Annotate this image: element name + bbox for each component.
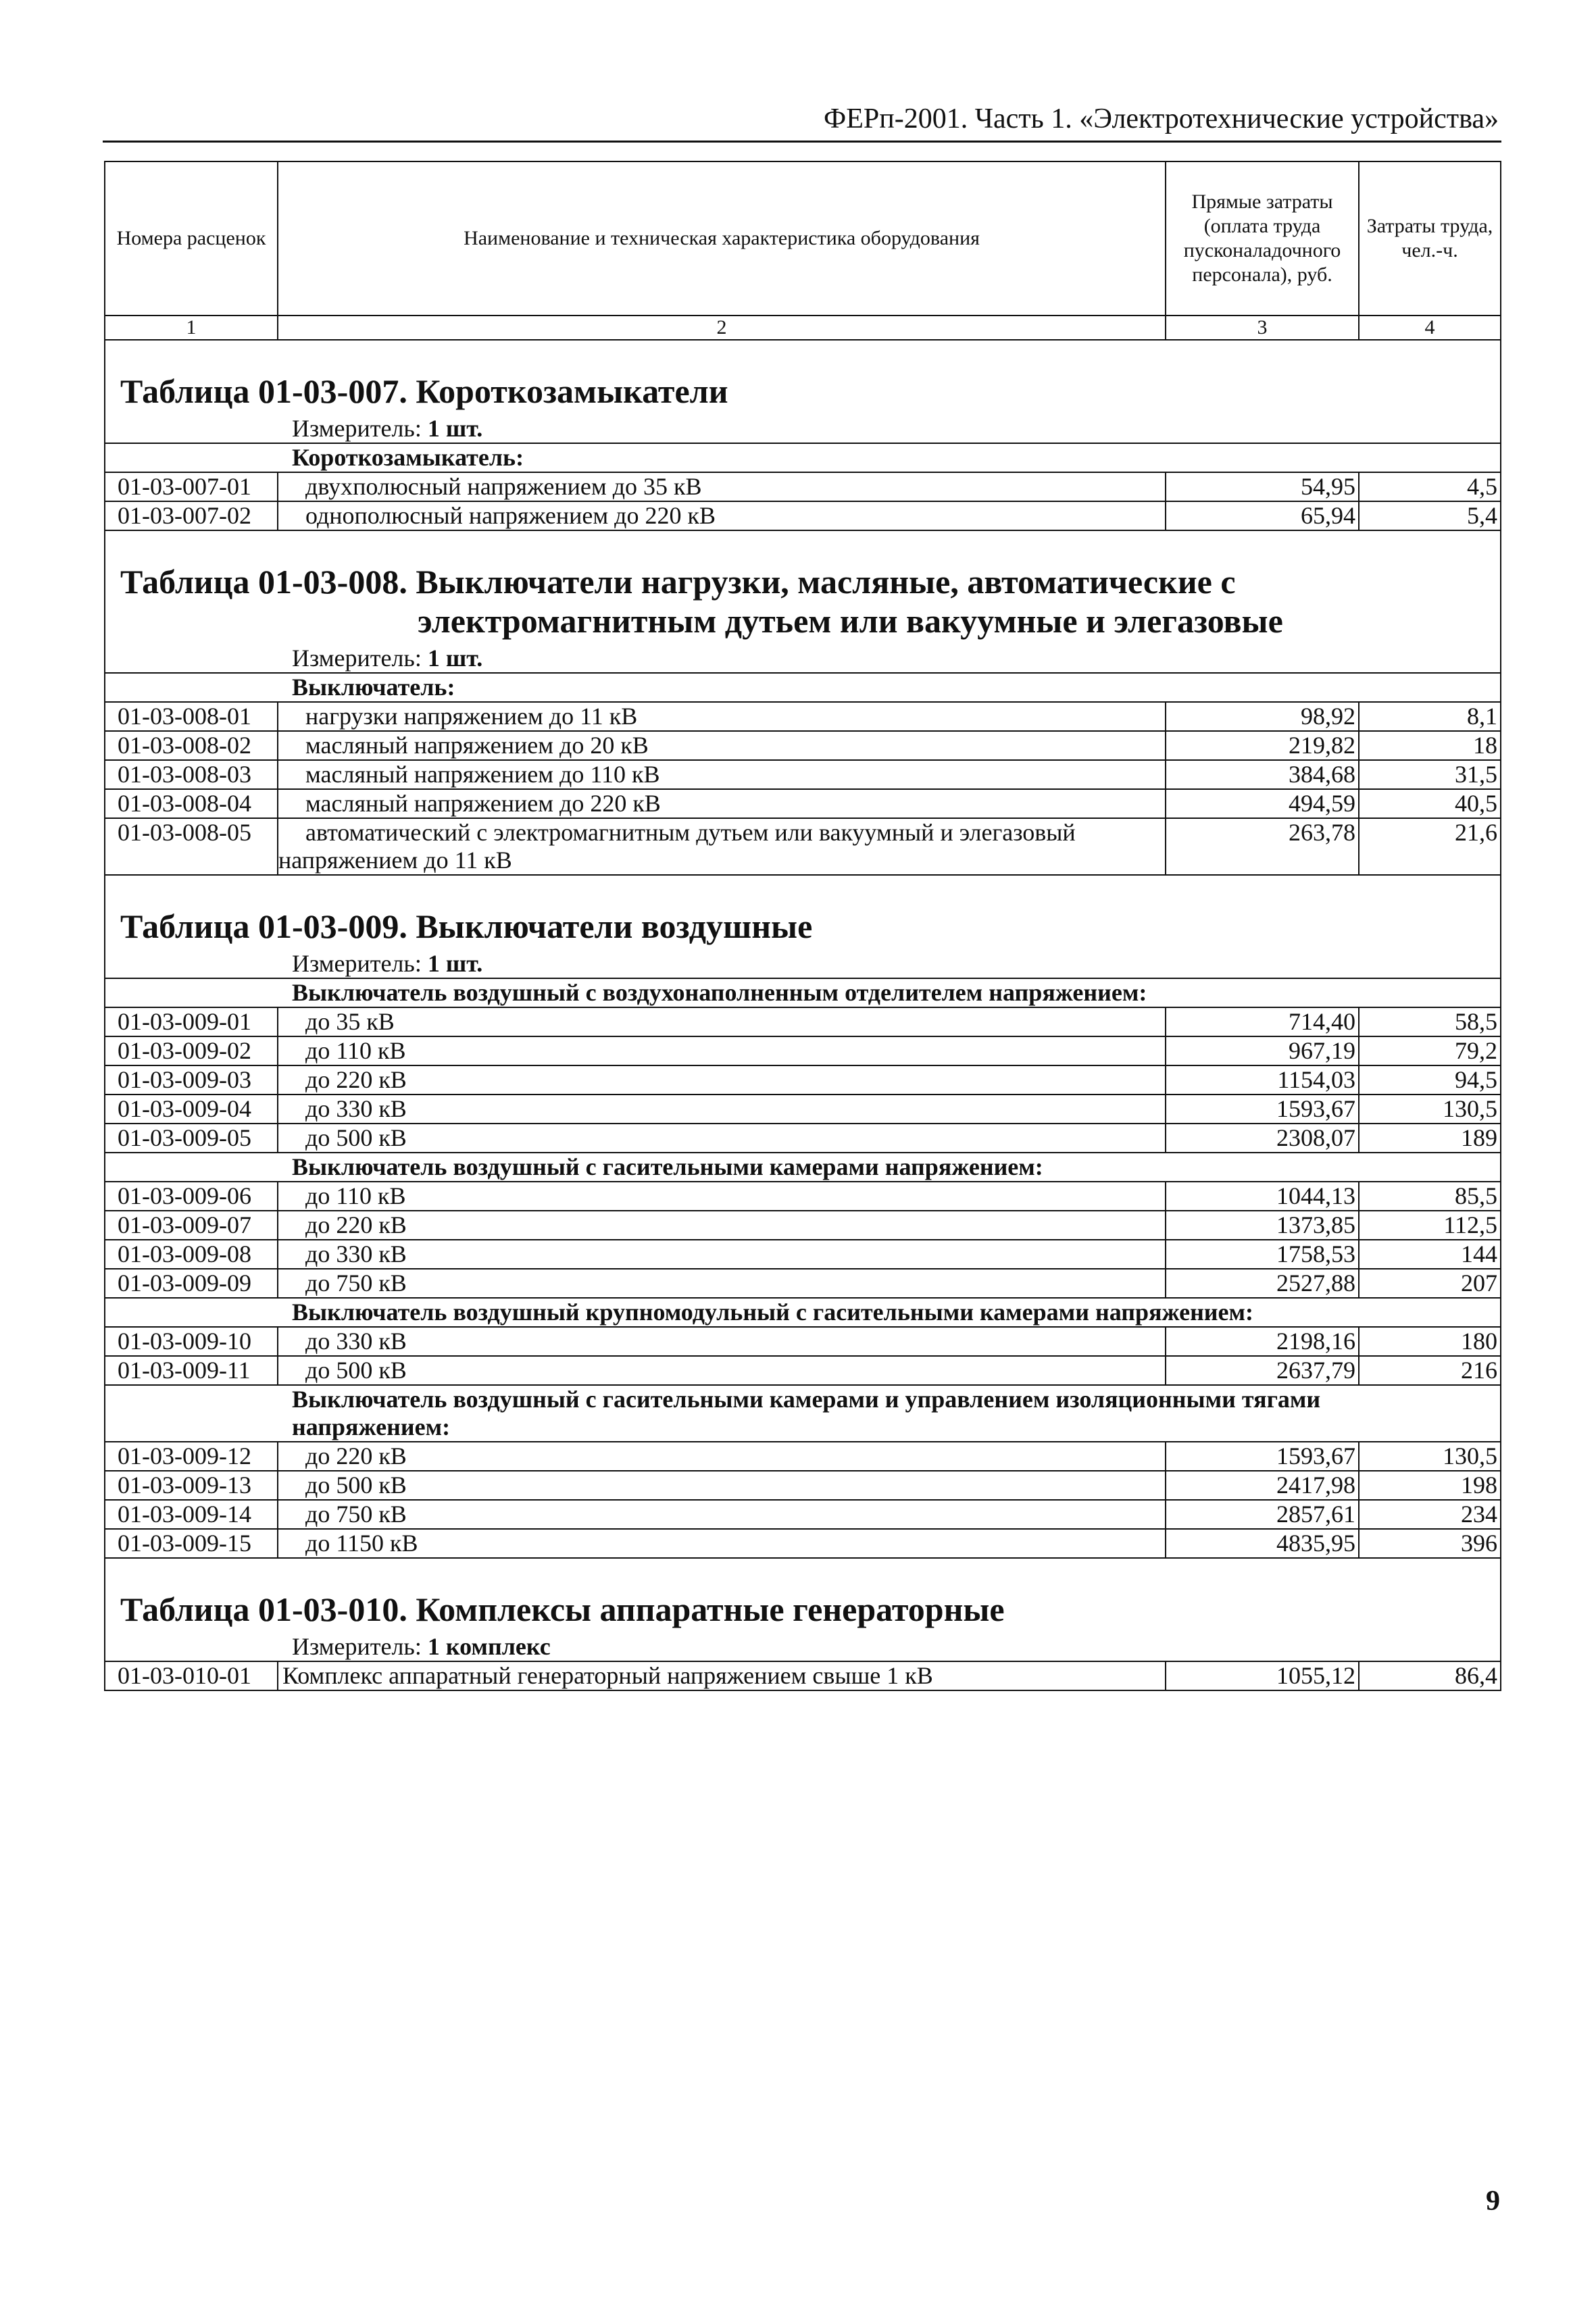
rate-name [278, 1095, 1166, 1124]
section-title-row [105, 530, 1501, 645]
table-row [105, 702, 1501, 731]
rate-name-text: до 1150 кВ [305, 1530, 418, 1557]
table-row [105, 789, 1501, 818]
table-row [105, 1211, 1501, 1240]
rate-name-text: до 330 кВ [305, 1095, 407, 1122]
labor-hours: 94,5 [1359, 1065, 1501, 1095]
measure-unit [105, 415, 1501, 443]
rate-code: 01-03-009-01 [105, 1007, 278, 1036]
table-row [105, 1471, 1501, 1500]
col-header-labor: Затраты труда, чел.-ч. [1359, 161, 1501, 316]
measure-label: Измеритель: [292, 1633, 428, 1660]
group-header-row [105, 673, 1501, 702]
group-label: Выключатель: [292, 674, 455, 701]
rate-name-text: масляный напряжением до 220 кВ [305, 790, 661, 817]
section-title-text: Таблица 01-03-008. Выключатели нагрузки, масляные, автоматические с [120, 563, 1236, 601]
column-header-table [104, 161, 1501, 341]
table-row [105, 760, 1501, 789]
col-header-rate-numbers: Номера расценок [105, 161, 278, 316]
table-row [105, 1442, 1501, 1471]
table-row [105, 1661, 1501, 1690]
table-row [105, 1327, 1501, 1356]
rate-name-text: до 220 кВ [305, 1442, 407, 1469]
direct-cost: 384,68 [1166, 760, 1359, 789]
rate-name [278, 501, 1166, 530]
rate-code: 01-03-007-02 [105, 501, 278, 530]
section-title-text: Таблица 01-03-009. Выключатели воздушные [120, 907, 813, 945]
table-row [105, 731, 1501, 760]
direct-cost: 1044,13 [1166, 1182, 1359, 1211]
rate-code: 01-03-009-11 [105, 1356, 278, 1385]
group-label: Выключатель воздушный с гасительными камерами напряжением: [292, 1153, 1043, 1180]
rate-name-text: нагрузки напряжением до 11 кВ [305, 703, 638, 730]
group-header-row [105, 1385, 1501, 1442]
direct-cost: 1593,67 [1166, 1095, 1359, 1124]
rate-name [278, 1529, 1166, 1558]
section-title [105, 530, 1501, 645]
direct-cost: 1593,67 [1166, 1442, 1359, 1471]
measure-label: Измеритель: [292, 415, 428, 442]
table-row [105, 1182, 1501, 1211]
labor-hours: 130,5 [1359, 1442, 1501, 1471]
rate-name [278, 702, 1166, 731]
rate-code: 01-03-010-01 [105, 1661, 278, 1690]
rate-code: 01-03-009-02 [105, 1036, 278, 1065]
group-header-row [105, 978, 1501, 1007]
direct-cost: 2637,79 [1166, 1356, 1359, 1385]
labor-hours: 58,5 [1359, 1007, 1501, 1036]
col-header-description: Наименование и техническая характеристика оборудования [278, 161, 1166, 316]
table-row [105, 1007, 1501, 1036]
header-rule [103, 141, 1501, 143]
measure-value: 1 комплекс [427, 1633, 551, 1660]
rate-name-text: до 330 кВ [305, 1328, 407, 1355]
measure-value: 1 шт. [427, 415, 483, 442]
rate-name-text: до 110 кВ [305, 1182, 406, 1209]
direct-cost: 1758,53 [1166, 1240, 1359, 1269]
rate-name [278, 1065, 1166, 1095]
labor-hours: 112,5 [1359, 1211, 1501, 1240]
labor-hours: 79,2 [1359, 1036, 1501, 1065]
rate-name-text: до 500 кВ [305, 1124, 407, 1151]
table-row [105, 1500, 1501, 1529]
rate-name [278, 760, 1166, 789]
section-title-continuation: электромагнитным дутьем или вакуумные и элегазовые [418, 602, 1283, 640]
measure-row [105, 415, 1501, 443]
rate-name [278, 1269, 1166, 1298]
rate-name-text: Комплекс аппаратный генераторный напряжением свыше 1 кВ [282, 1662, 933, 1689]
rate-name-text: автоматический с электромагнитным дутьем или вакуумный и элегазовый [305, 819, 1076, 846]
rate-code: 01-03-009-15 [105, 1529, 278, 1558]
labor-hours: 8,1 [1359, 702, 1501, 731]
rate-name-text: до 220 кВ [305, 1211, 407, 1238]
rate-name [278, 1500, 1166, 1529]
measure-row [105, 1633, 1501, 1661]
section-title-row [105, 1558, 1501, 1633]
measure-unit [105, 1633, 1501, 1661]
section-title-text: Таблица 01-03-010. Комплексы аппаратные генераторные [120, 1590, 1005, 1628]
labor-hours: 189 [1359, 1124, 1501, 1153]
rate-code: 01-03-009-13 [105, 1471, 278, 1500]
rate-code: 01-03-009-14 [105, 1500, 278, 1529]
labor-hours: 18 [1359, 731, 1501, 760]
table-row [105, 818, 1501, 875]
direct-cost: 1154,03 [1166, 1065, 1359, 1095]
rate-name [278, 731, 1166, 760]
rate-name-text: до 330 кВ [305, 1240, 407, 1267]
rate-code: 01-03-009-07 [105, 1211, 278, 1240]
table-row [105, 1036, 1501, 1065]
rate-code: 01-03-009-04 [105, 1095, 278, 1124]
measure-row [105, 950, 1501, 978]
labor-hours: 198 [1359, 1471, 1501, 1500]
labor-hours: 21,6 [1359, 818, 1501, 875]
labor-hours: 4,5 [1359, 472, 1501, 501]
section-title [105, 1558, 1501, 1633]
group-header [105, 1385, 1501, 1442]
group-header-row [105, 1298, 1501, 1327]
rates-body [105, 341, 1501, 1690]
group-header-row [105, 1153, 1501, 1182]
labor-hours: 31,5 [1359, 760, 1501, 789]
labor-hours: 216 [1359, 1356, 1501, 1385]
rate-name [278, 1661, 1166, 1690]
direct-cost: 1055,12 [1166, 1661, 1359, 1690]
table-row [105, 1529, 1501, 1558]
rate-code: 01-03-009-09 [105, 1269, 278, 1298]
rate-name-text: до 750 кВ [305, 1501, 407, 1528]
group-header [105, 1153, 1501, 1182]
rate-code: 01-03-009-06 [105, 1182, 278, 1211]
column-index-row [105, 316, 1501, 340]
direct-cost: 2308,07 [1166, 1124, 1359, 1153]
measure-unit [105, 645, 1501, 673]
table-row [105, 1124, 1501, 1153]
labor-hours: 144 [1359, 1240, 1501, 1269]
direct-cost: 2417,98 [1166, 1471, 1359, 1500]
rate-name [278, 1442, 1166, 1471]
direct-cost: 4835,95 [1166, 1529, 1359, 1558]
rate-name-text: до 35 кВ [305, 1008, 395, 1035]
rates-document [104, 161, 1500, 1691]
rate-code: 01-03-009-10 [105, 1327, 278, 1356]
rate-name [278, 1007, 1166, 1036]
measure-label: Измеритель: [292, 950, 428, 977]
group-label: Выключатель воздушный с воздухонаполненным отделителем напряжением: [292, 979, 1147, 1006]
rate-name-text: до 500 кВ [305, 1472, 407, 1499]
rate-code: 01-03-009-08 [105, 1240, 278, 1269]
table-row [105, 1240, 1501, 1269]
measure-row [105, 645, 1501, 673]
direct-cost: 98,92 [1166, 702, 1359, 731]
table-row [105, 1269, 1501, 1298]
col-header-direct-costs: Прямые затраты (оплата труда пусконаладочного персонала), руб. [1166, 161, 1359, 316]
section-title-text: Таблица 01-03-007. Короткозамыкатели [120, 372, 728, 410]
measure-label: Измеритель: [292, 645, 428, 672]
rate-code: 01-03-008-02 [105, 731, 278, 760]
running-header: ФЕРп-2001. Часть 1. «Электротехнические устройства» [824, 103, 1499, 134]
table-row [105, 501, 1501, 530]
section-title [105, 341, 1501, 415]
group-header [105, 443, 1501, 472]
labor-hours: 40,5 [1359, 789, 1501, 818]
col-index-4: 4 [1359, 316, 1501, 340]
measure-unit [105, 950, 1501, 978]
direct-cost: 65,94 [1166, 501, 1359, 530]
labor-hours: 86,4 [1359, 1661, 1501, 1690]
section-title [105, 875, 1501, 950]
labor-hours: 180 [1359, 1327, 1501, 1356]
rate-code: 01-03-009-05 [105, 1124, 278, 1153]
page-number: 9 [1486, 2186, 1500, 2217]
table-row [105, 1065, 1501, 1095]
rate-name-text: до 110 кВ [305, 1037, 406, 1064]
group-header [105, 978, 1501, 1007]
direct-cost: 54,95 [1166, 472, 1359, 501]
labor-hours: 207 [1359, 1269, 1501, 1298]
group-header-row [105, 443, 1501, 472]
rate-name-text: масляный напряжением до 20 кВ [305, 732, 649, 759]
direct-cost: 494,59 [1166, 789, 1359, 818]
rate-code: 01-03-008-05 [105, 818, 278, 875]
table-row [105, 1356, 1501, 1385]
labor-hours: 5,4 [1359, 501, 1501, 530]
rate-name [278, 1211, 1166, 1240]
direct-cost: 219,82 [1166, 731, 1359, 760]
section-title-row [105, 875, 1501, 950]
direct-cost: 967,19 [1166, 1036, 1359, 1065]
rate-name [278, 472, 1166, 501]
rate-code: 01-03-008-04 [105, 789, 278, 818]
rate-name [278, 1240, 1166, 1269]
rate-name-text: до 500 кВ [305, 1357, 407, 1384]
section-title-row [105, 341, 1501, 415]
rate-name [278, 1471, 1166, 1500]
rate-name [278, 1182, 1166, 1211]
labor-hours: 85,5 [1359, 1182, 1501, 1211]
direct-cost: 2198,16 [1166, 1327, 1359, 1356]
rate-name [278, 818, 1166, 875]
rate-name [278, 789, 1166, 818]
direct-cost: 263,78 [1166, 818, 1359, 875]
direct-cost: 714,40 [1166, 1007, 1359, 1036]
rate-code: 01-03-008-01 [105, 702, 278, 731]
rate-name [278, 1327, 1166, 1356]
rate-name-continuation: напряжением до 11 кВ [278, 847, 512, 874]
column-header-row [105, 161, 1501, 316]
direct-cost: 2527,88 [1166, 1269, 1359, 1298]
rate-code: 01-03-009-12 [105, 1442, 278, 1471]
measure-value: 1 шт. [427, 645, 483, 672]
rate-name-text: масляный напряжением до 110 кВ [305, 761, 660, 788]
rate-name-text: до 220 кВ [305, 1066, 407, 1093]
rate-name-text: двухполюсный напряжением до 35 кВ [305, 473, 702, 500]
measure-value: 1 шт. [427, 950, 483, 977]
table-row [105, 472, 1501, 501]
rates-table [104, 341, 1501, 1691]
table-row [105, 1095, 1501, 1124]
group-header [105, 1298, 1501, 1327]
group-label: Выключатель воздушный крупномодульный с гасительными камерами напряжением: [292, 1299, 1254, 1326]
direct-cost: 2857,61 [1166, 1500, 1359, 1529]
group-label-continuation: напряжением: [292, 1413, 451, 1440]
labor-hours: 396 [1359, 1529, 1501, 1558]
rate-name [278, 1036, 1166, 1065]
labor-hours: 130,5 [1359, 1095, 1501, 1124]
col-index-1: 1 [105, 316, 278, 340]
labor-hours: 234 [1359, 1500, 1501, 1529]
direct-cost: 1373,85 [1166, 1211, 1359, 1240]
rate-name-text: однополюсный напряжением до 220 кВ [305, 502, 716, 529]
rate-code: 01-03-009-03 [105, 1065, 278, 1095]
group-header [105, 673, 1501, 702]
rate-name [278, 1356, 1166, 1385]
group-label: Короткозамыкатель: [292, 444, 524, 471]
rate-code: 01-03-007-01 [105, 472, 278, 501]
rate-name [278, 1124, 1166, 1153]
col-index-2: 2 [278, 316, 1166, 340]
col-index-3: 3 [1166, 316, 1359, 340]
group-label: Выключатель воздушный с гасительными камерами и управлением изоляционными тягами [292, 1386, 1321, 1413]
rate-code: 01-03-008-03 [105, 760, 278, 789]
rate-name-text: до 750 кВ [305, 1269, 407, 1297]
